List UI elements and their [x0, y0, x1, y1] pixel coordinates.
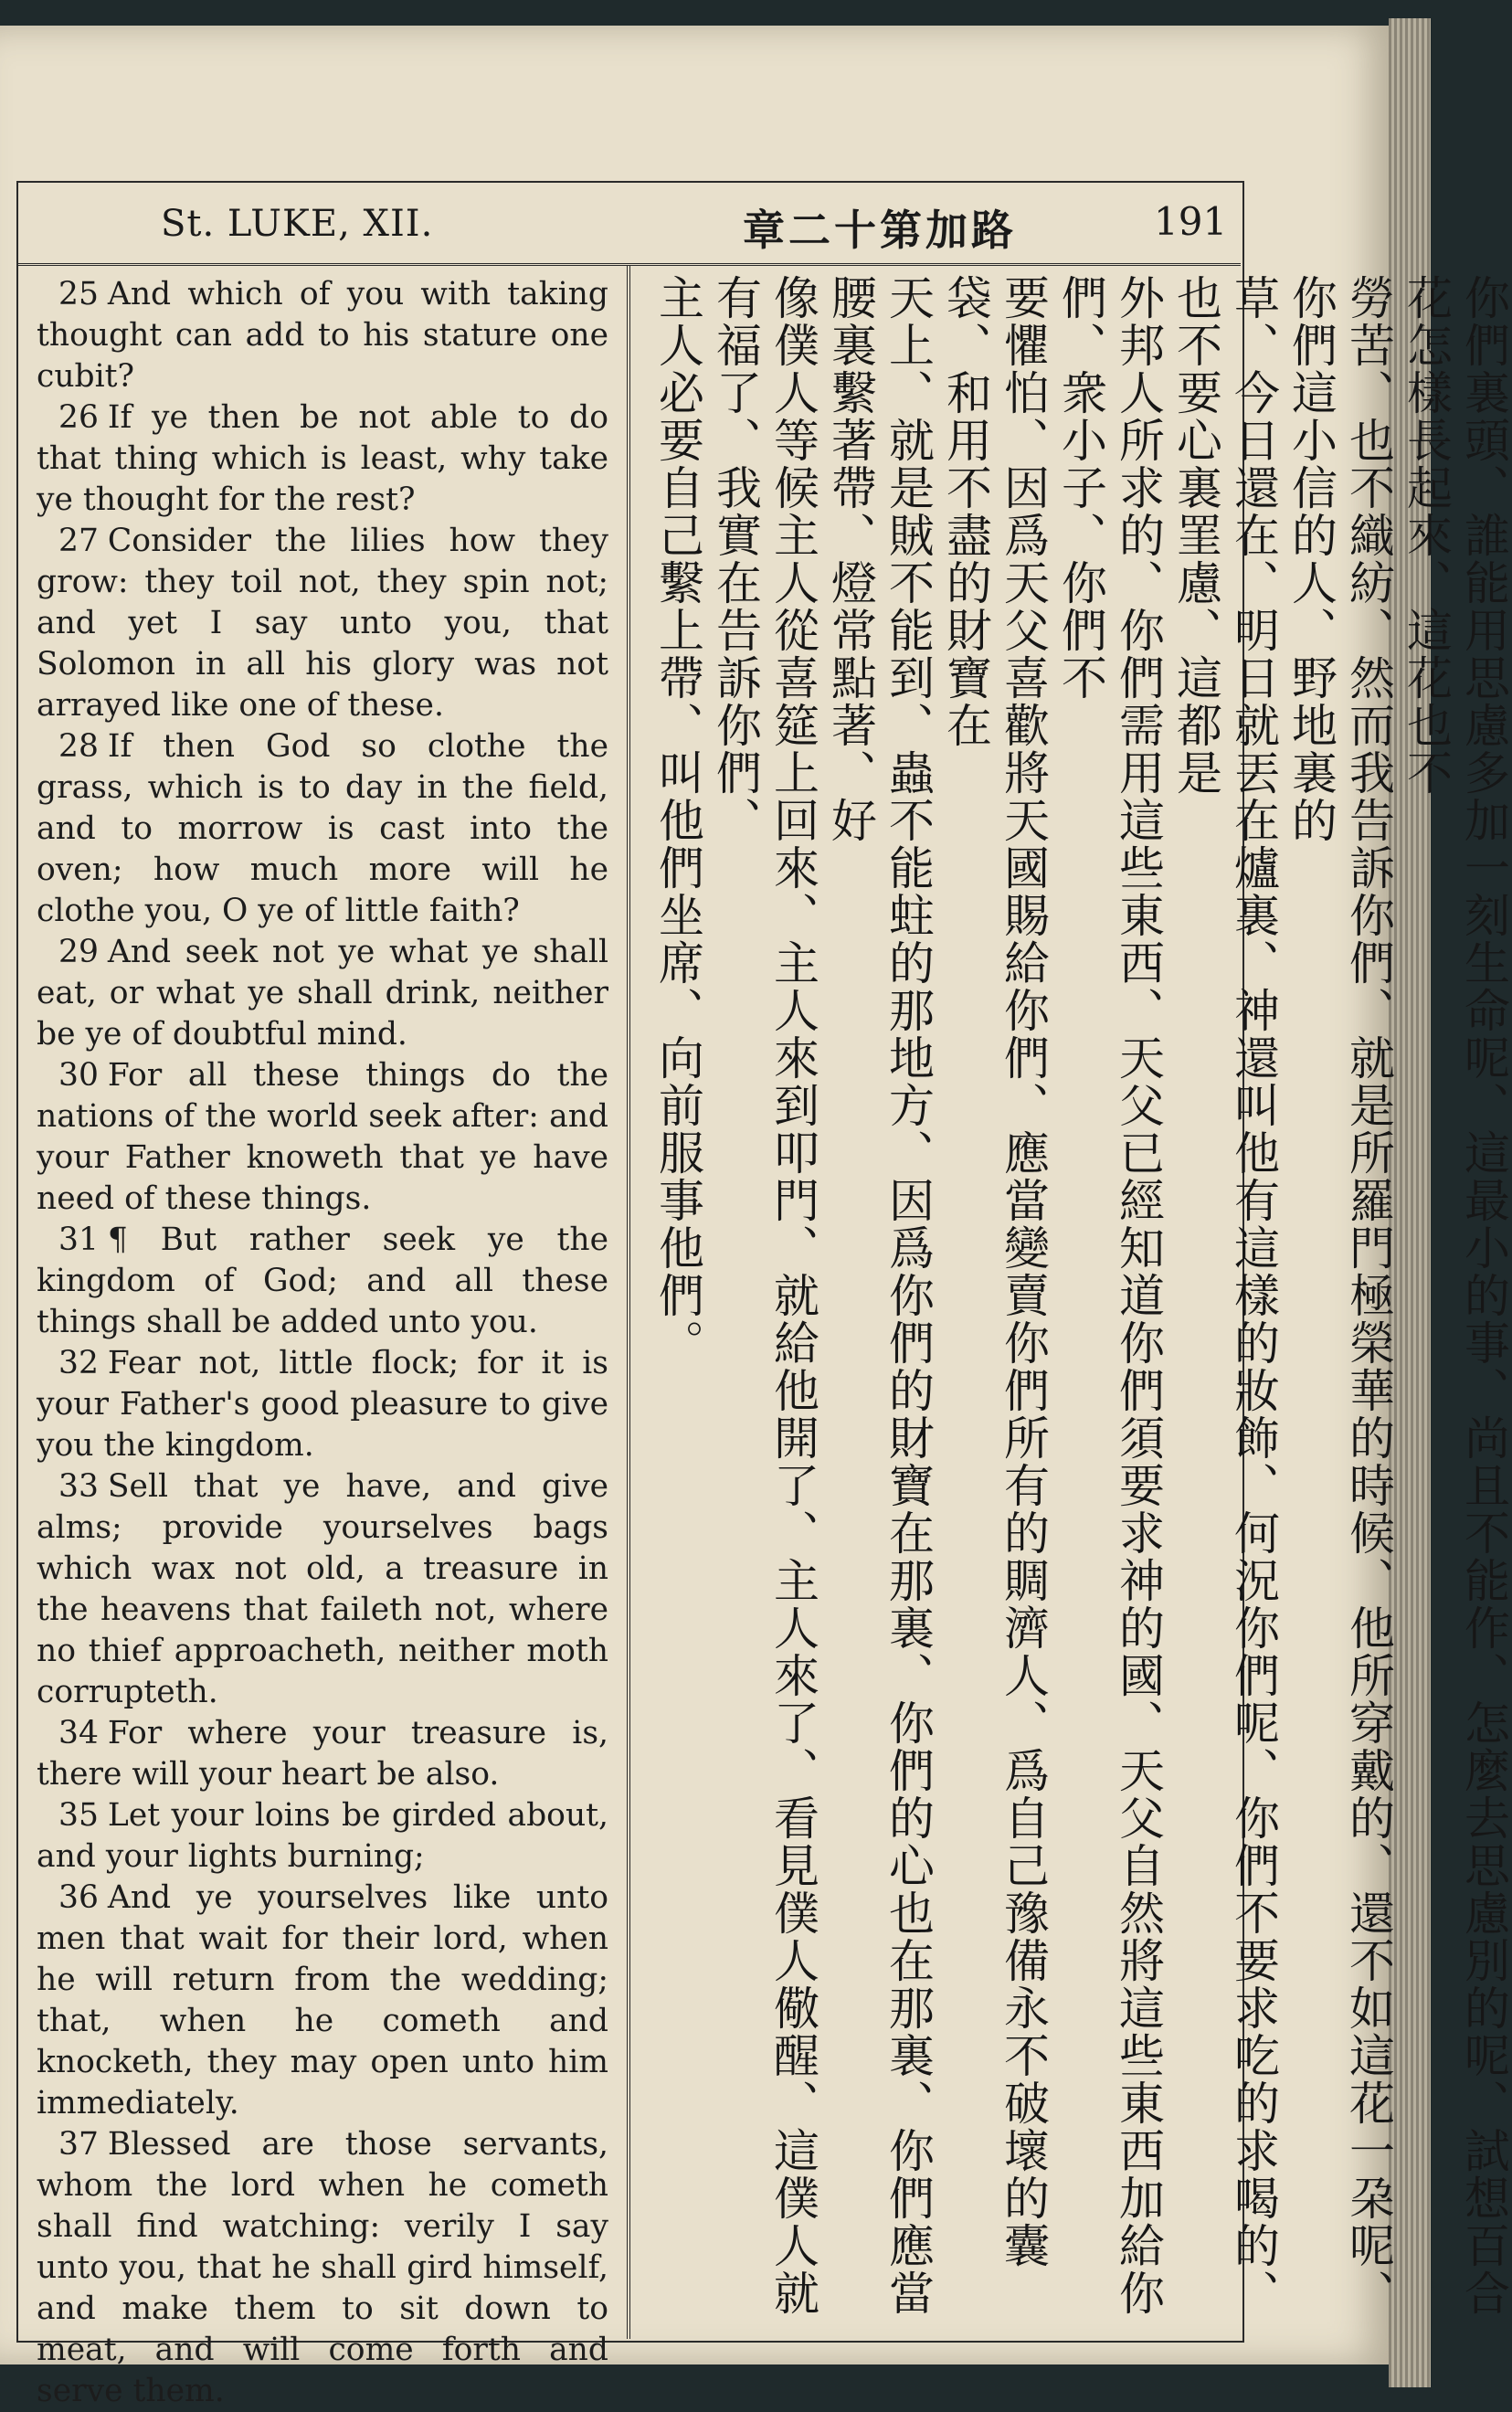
english-text-column: [37, 274, 608, 2412]
chinese-column: 要懼怕、因爲天父喜歡將天國賜給你們、應當變賣你們所有的賙濟人、爲自己豫備永不破壞的囊袋、和用不盡的財寶在: [939, 274, 1050, 2269]
verse-text: And seek not ye what ye shall eat, or what ye shall drink, neither be ye of doubtful mind.: [37, 934, 608, 1053]
english-verse: [37, 1795, 608, 1878]
verse-text: Let your loins be girded about, and your lights burning;: [37, 1797, 608, 1875]
verse-text: And which of you with taking thought can add to his stature one cubit?: [37, 276, 608, 395]
english-verse: [37, 521, 608, 726]
verse-number: 25: [58, 276, 99, 312]
english-verse: [37, 274, 608, 397]
verse-text: Blessed are those servants, whom the lord when he cometh shall find watching: verily I say unto you, that he shall gird himself, and make them to sit down to meat, and will come forth and serve them.: [37, 2126, 608, 2409]
english-verse: [37, 1220, 608, 1343]
verse-number: 26: [58, 399, 99, 436]
chinese-running-title: 章二十第加路: [743, 206, 1017, 255]
chinese-column: 勞苦、也不織紡、然而我告訴你們、就是所羅門極榮華的時候、他所穿戴的、還不如這花一朶呢、你們這小信的人、野地裏的: [1285, 274, 1395, 2317]
verse-number: 32: [58, 1345, 99, 1381]
verse-number: 31: [58, 1222, 99, 1258]
verse-text: Consider the lilies how they grow: they toil not, they spin not; and yet I say unto you, that Solomon in all his glory was not arrayed like one of these.: [37, 523, 608, 724]
verse-text: If then God so clothe the grass, which is to day in the field, and to morrow is cast into the oven; how much more will he clothe you, O ye of little faith?: [37, 728, 608, 929]
verse-number: 29: [58, 934, 99, 970]
chinese-column: 天上、就是賊不能到、蟲不能蛀的那地方、因爲你們的財寶在那裏、你們的心也在那裏、你們應當腰裏繫著帶、燈常點著、好: [824, 274, 935, 2317]
chinese-column: 外邦人所求的、你們需用這些東西、天父已經知道你們須要求神的國、天父自然將這些東西加給你們、衆小子、你們不: [1054, 274, 1165, 2317]
english-verse: [37, 1466, 608, 1713]
column-divider: [627, 265, 630, 2339]
english-verse: [37, 1878, 608, 2124]
english-verse: [37, 932, 608, 1055]
chinese-column: 像僕人等候主人從喜筵上回來、主人來到叩門、就給他開了、主人來了、看見僕人儆醒、這僕人就有福了、我實在告訴你們、: [709, 274, 819, 2317]
verse-text: If ye then be not able to do that thing which is least, why take ye thought for the rest?: [37, 399, 608, 518]
verse-text: ¶ But rather seek ye the kingdom of God; and all these things shall be added unto you.: [37, 1222, 608, 1340]
english-verse: [37, 726, 608, 932]
verse-number: 36: [58, 1879, 99, 1916]
chinese-column: 草、今日還在、明日就丟在爐裏、神還叫他有這樣的妝飾、何況你們呢、你們不要求吃的求喝的、也不要心裏罣慮、這都是: [1169, 274, 1280, 2317]
verse-number: 34: [58, 1715, 99, 1751]
verse-text: For all these things do the nations of the world seek after: and your Father knoweth that ye have need of these things.: [37, 1057, 608, 1217]
page-number: 191: [1154, 199, 1228, 244]
verse-text: For where your treasure is, there will your heart be also.: [37, 1715, 608, 1793]
verse-number: 30: [58, 1057, 99, 1094]
verse-number: 37: [58, 2126, 99, 2163]
english-verse: [37, 1343, 608, 1466]
chinese-column: 你們裏頭、誰能用思慮多加一刻生命呢、這最小的事、尚且不能作、怎麼去思慮別的呢、試想百合花怎樣長起來、這花也不: [1400, 274, 1510, 2317]
chinese-text-column: [649, 274, 1510, 2330]
verse-number: 33: [58, 1468, 99, 1505]
verse-number: 28: [58, 728, 99, 765]
english-verse: [37, 1713, 608, 1795]
chinese-text-block: [649, 274, 1512, 2330]
verse-text: Fear not, little flock; for it is your Father's good pleasure to give you the kingdom.: [37, 1345, 608, 1464]
english-running-title: St. LUKE, XII.: [161, 203, 434, 245]
english-verse: [37, 2124, 608, 2412]
verse-text: And ye yourselves like unto men that wait for their lord, when he will return from the wedding; that, when he cometh and knocketh, they may open unto him immediately.: [37, 1879, 608, 2121]
chinese-column: 主人必要自己繫上帶、叫他們坐席、向前服事他們。: [651, 274, 704, 1367]
running-header: [16, 183, 1241, 266]
verse-text: Sell that ye have, and give alms; provide yourselves bags which wax not old, a treasure in the heavens that faileth not, where no thief approacheth, neither moth corrupteth.: [37, 1468, 608, 1710]
english-verse: [37, 1055, 608, 1220]
english-verse: [37, 397, 608, 521]
verse-number: 35: [58, 1797, 99, 1834]
verse-number: 27: [58, 523, 99, 559]
